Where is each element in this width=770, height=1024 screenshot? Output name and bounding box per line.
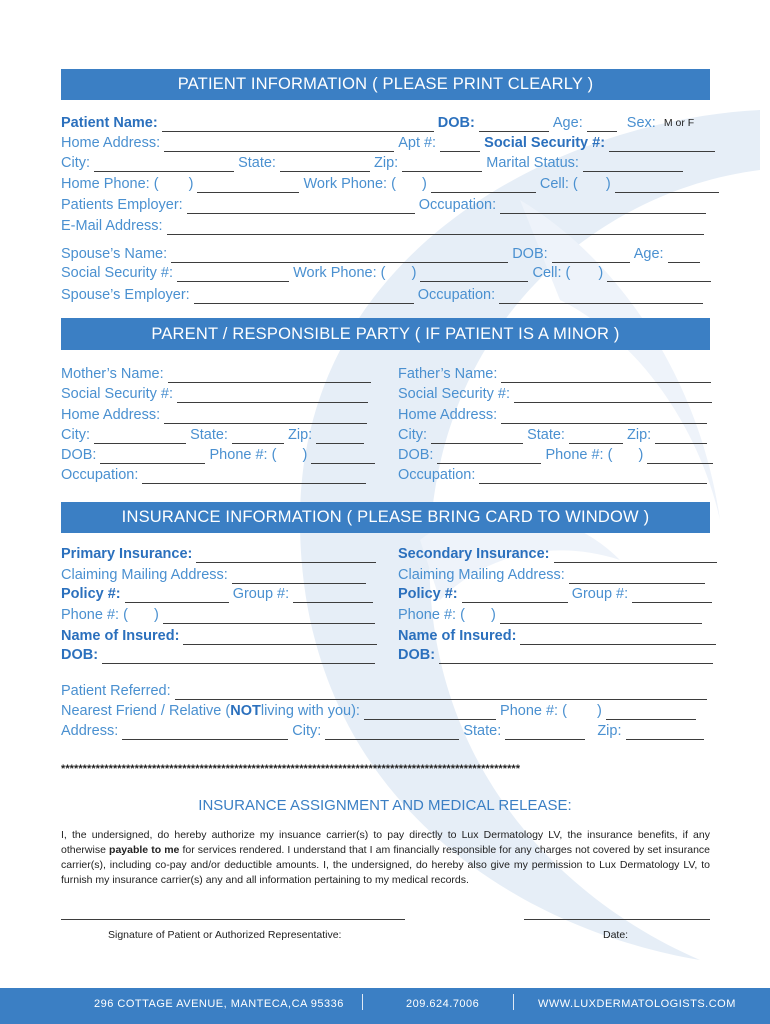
- mother-phone-paren: ): [302, 447, 308, 463]
- footer-website: WWW.LUXDERMATOLOGISTS.COM: [538, 998, 736, 1010]
- date-line[interactable]: [524, 918, 710, 920]
- secondary-policy-row: [398, 585, 712, 603]
- marital-field[interactable]: [583, 159, 683, 172]
- state-label: State:: [238, 155, 276, 171]
- ssn-label: Social Security #:: [484, 135, 606, 151]
- friend-address-row: [61, 722, 704, 740]
- mother-address-field[interactable]: [164, 411, 367, 424]
- father-dob-label: DOB:: [398, 447, 434, 463]
- primary-insurance-row: [61, 545, 376, 563]
- primary-insured-field[interactable]: [183, 632, 377, 645]
- dob-field[interactable]: [479, 119, 549, 132]
- friend-address-label: Address:: [61, 723, 119, 739]
- home-phone-paren: ): [188, 176, 194, 192]
- spouse-cell-paren: ): [598, 265, 604, 281]
- spouse-occupation-label: Occupation:: [417, 287, 496, 303]
- spouse-dob-field[interactable]: [552, 250, 630, 263]
- mother-city-label: City:: [61, 427, 90, 443]
- primary-claim-field[interactable]: [232, 571, 366, 584]
- city-row: [61, 154, 683, 172]
- asterisk-divider: **********************************************************************************************************: [61, 763, 521, 775]
- spouse-name-field[interactable]: [171, 250, 508, 263]
- father-city-row: [398, 426, 707, 444]
- mother-city-field[interactable]: [94, 431, 186, 444]
- father-name-row: [398, 365, 711, 383]
- work-phone-paren: ): [421, 176, 427, 192]
- secondary-insured-field[interactable]: [520, 632, 716, 645]
- primary-insured-row: [61, 627, 377, 645]
- friend-zip-label: Zip:: [597, 723, 622, 739]
- secondary-claim-row: [398, 566, 705, 584]
- release-text-a: I, the undersigned, do hereby authorize my insuance carrier(s) to pay directly to Lux Dermatology LV, the insurance benefits, if any otherwise: [61, 829, 710, 856]
- work-phone-field[interactable]: [431, 180, 536, 193]
- secondary-insured-label: Name of Insured:: [398, 628, 517, 644]
- patient-name-row: [61, 114, 694, 132]
- apt-field[interactable]: [440, 139, 480, 152]
- home-address-field[interactable]: [164, 139, 394, 152]
- mother-ssn-row: [61, 385, 368, 403]
- father-state-field[interactable]: [569, 431, 623, 444]
- patient-section-header: PATIENT INFORMATION ( PLEASE PRINT CLEARLY ): [61, 69, 710, 100]
- patient-name-label: Patient Name:: [61, 115, 158, 131]
- mother-city-row: [61, 426, 364, 444]
- father-occupation-field[interactable]: [479, 471, 707, 484]
- friend-address-field[interactable]: [122, 727, 288, 740]
- referred-field[interactable]: [175, 687, 707, 700]
- friend-state-field[interactable]: [505, 727, 585, 740]
- father-ssn-field[interactable]: [514, 390, 712, 403]
- mother-state-label: State:: [190, 427, 228, 443]
- spouse-name-label: Spouse’s Name:: [61, 246, 168, 262]
- email-field[interactable]: [167, 222, 704, 235]
- sex-label: Sex:: [626, 115, 656, 131]
- mother-phone-label: Phone #: (: [209, 447, 277, 463]
- release-text-b: for services rendered. I understand that I am financially responsible for any charges not covered by set insurance carrier(s), including co-pay and/or deductible amounts. I, the undersigned, do hereby also give my permission to Lux Dermatology LV, to furnish my insurance carrier(s) any and all information pertaining to my medical records.: [61, 844, 710, 886]
- friend-not-label: NOT: [230, 703, 261, 719]
- primary-insurance-field[interactable]: [196, 550, 376, 563]
- spouse-name-row: [61, 245, 700, 263]
- secondary-policy-label: Policy #:: [398, 586, 458, 602]
- spouse-age-label: Age:: [633, 246, 664, 262]
- spouse-dob-label: DOB:: [512, 246, 548, 262]
- state-field[interactable]: [280, 159, 370, 172]
- primary-dob-label: DOB:: [61, 647, 99, 663]
- father-phone-paren: ): [638, 447, 644, 463]
- primary-policy-row: [61, 585, 373, 603]
- friend-label-end: living with you):: [260, 703, 360, 719]
- father-name-label: Father’s Name:: [398, 366, 498, 382]
- employer-row: [61, 196, 706, 214]
- secondary-phone-row: [398, 606, 702, 624]
- primary-claim-label: Claiming Mailing Address:: [61, 567, 228, 583]
- mother-occupation-field[interactable]: [142, 471, 366, 484]
- spouse-employer-label: Spouse’s Employer:: [61, 287, 190, 303]
- spouse-employer-row: [61, 286, 703, 304]
- secondary-dob-label: DOB:: [398, 647, 436, 663]
- father-address-row: [398, 406, 707, 424]
- father-address-field[interactable]: [501, 411, 707, 424]
- mother-address-label: Home Address:: [61, 407, 161, 423]
- spouse-ssn-row: [61, 264, 711, 282]
- patient-name-field[interactable]: [162, 119, 434, 132]
- release-text-bold: payable to me: [109, 844, 180, 856]
- father-zip-label: Zip:: [627, 427, 652, 443]
- mother-zip-field[interactable]: [316, 431, 364, 444]
- primary-dob-field[interactable]: [102, 651, 375, 664]
- secondary-phone-label: Phone #: (: [398, 607, 465, 623]
- friend-phone-field[interactable]: [606, 707, 696, 720]
- secondary-insurance-row: [398, 545, 717, 563]
- friend-field[interactable]: [364, 707, 496, 720]
- employer-field[interactable]: [187, 201, 415, 214]
- secondary-insurance-label: Secondary Insurance:: [398, 546, 550, 562]
- spouse-cell-field[interactable]: [607, 269, 711, 282]
- email-label: E-Mail Address:: [61, 218, 163, 234]
- spouse-occupation-field[interactable]: [499, 291, 703, 304]
- referred-label: Patient Referred:: [61, 683, 171, 699]
- mother-zip-label: Zip:: [288, 427, 313, 443]
- date-label: Date:: [603, 929, 629, 941]
- mother-occupation-row: [61, 466, 366, 484]
- age-label: Age:: [552, 115, 583, 131]
- dob-label: DOB:: [437, 115, 475, 131]
- spouse-work-phone-label: Work Phone: (: [293, 265, 386, 281]
- referred-row: [61, 682, 707, 700]
- father-phone-label: Phone #: (: [545, 447, 613, 463]
- spouse-cell-label: Cell: (: [532, 265, 571, 281]
- parent-section-header: PARENT / RESPONSIBLE PARTY ( IF PATIENT IS A MINOR ): [61, 318, 710, 350]
- father-city-label: City:: [398, 427, 427, 443]
- father-address-label: Home Address:: [398, 407, 498, 423]
- primary-dob-row: [61, 646, 375, 664]
- spouse-work-phone-field[interactable]: [420, 269, 528, 282]
- insurance-section-header: INSURANCE INFORMATION ( PLEASE BRING CARD TO WINDOW ): [61, 502, 710, 533]
- phone-row: [61, 175, 719, 193]
- father-name-field[interactable]: [501, 370, 711, 383]
- mother-name-field[interactable]: [168, 370, 371, 383]
- primary-insured-label: Name of Insured:: [61, 628, 180, 644]
- mother-state-field[interactable]: [232, 431, 284, 444]
- cell-field[interactable]: [615, 180, 719, 193]
- friend-phone-paren: ): [597, 703, 602, 719]
- ssn-field[interactable]: [609, 139, 715, 152]
- friend-label: Nearest Friend / Relative (: [61, 703, 231, 719]
- primary-phone-field[interactable]: [163, 611, 375, 624]
- employer-label: Patients Employer:: [61, 197, 183, 213]
- marital-label: Marital Status:: [486, 155, 579, 171]
- mother-ssn-field[interactable]: [177, 390, 368, 403]
- age-field[interactable]: [587, 119, 617, 132]
- secondary-policy-field[interactable]: [462, 590, 568, 603]
- email-row: [61, 217, 704, 235]
- footer-address: 296 COTTAGE AVENUE, MANTECA,CA 95336: [94, 998, 344, 1010]
- friend-phone-label: Phone #: (: [500, 703, 567, 719]
- secondary-insured-row: [398, 627, 716, 645]
- zip-field[interactable]: [402, 159, 482, 172]
- secondary-insurance-field[interactable]: [554, 550, 717, 563]
- secondary-phone-paren: ): [490, 607, 496, 623]
- primary-phone-label: Phone #: (: [61, 607, 128, 623]
- secondary-group-field[interactable]: [632, 590, 712, 603]
- father-phone-field[interactable]: [647, 451, 713, 464]
- mother-phone-field[interactable]: [311, 451, 375, 464]
- footer-bar: [0, 988, 770, 1024]
- work-phone-label: Work Phone: (: [303, 176, 396, 192]
- release-title: INSURANCE ASSIGNMENT AND MEDICAL RELEASE:: [198, 797, 572, 814]
- mother-dob-row: [61, 446, 375, 464]
- spouse-age-field[interactable]: [668, 250, 700, 263]
- home-phone-label: Home Phone: (: [61, 176, 159, 192]
- father-occupation-label: Occupation:: [398, 467, 476, 483]
- secondary-phone-field[interactable]: [500, 611, 702, 624]
- father-city-field[interactable]: [431, 431, 523, 444]
- mother-dob-field[interactable]: [100, 451, 205, 464]
- zip-label: Zip:: [374, 155, 399, 171]
- spouse-ssn-field[interactable]: [177, 269, 289, 282]
- home-address-label: Home Address:: [61, 135, 161, 151]
- friend-city-label: City:: [292, 723, 322, 739]
- release-text: [61, 828, 710, 888]
- home-phone-field[interactable]: [197, 180, 299, 193]
- footer-separator: [513, 994, 514, 1010]
- primary-group-field[interactable]: [293, 590, 373, 603]
- primary-policy-label: Policy #:: [61, 586, 121, 602]
- primary-phone-row: [61, 606, 375, 624]
- mother-occupation-label: Occupation:: [61, 467, 139, 483]
- footer-separator: [362, 994, 363, 1010]
- secondary-dob-row: [398, 646, 713, 664]
- father-dob-field[interactable]: [437, 451, 541, 464]
- secondary-claim-field[interactable]: [569, 571, 705, 584]
- secondary-claim-label: Claiming Mailing Address:: [398, 567, 565, 583]
- friend-row: [61, 702, 696, 720]
- signature-label: Signature of Patient or Authorized Representative:: [108, 929, 342, 941]
- spouse-work-phone-paren: ): [411, 265, 417, 281]
- friend-zip-field[interactable]: [626, 727, 704, 740]
- mother-ssn-label: Social Security #:: [61, 386, 174, 402]
- friend-city-field[interactable]: [325, 727, 459, 740]
- occupation-label: Occupation:: [418, 197, 497, 213]
- primary-phone-paren: ): [153, 607, 159, 623]
- father-occupation-row: [398, 466, 707, 484]
- secondary-group-label: Group #:: [571, 586, 629, 602]
- primary-policy-field[interactable]: [125, 590, 229, 603]
- cell-label: Cell: (: [539, 176, 578, 192]
- mother-name-row: [61, 365, 371, 383]
- sex-options[interactable]: M or F: [663, 117, 695, 129]
- mother-name-label: Mother’s Name:: [61, 366, 164, 382]
- footer-phone: 209.624.7006: [406, 998, 480, 1010]
- secondary-dob-field[interactable]: [439, 651, 713, 664]
- city-field[interactable]: [94, 159, 234, 172]
- father-state-label: State:: [527, 427, 565, 443]
- home-address-row: [61, 134, 715, 152]
- mother-address-row: [61, 406, 367, 424]
- father-dob-row: [398, 446, 713, 464]
- father-zip-field[interactable]: [655, 431, 707, 444]
- cell-paren: ): [605, 176, 611, 192]
- mother-dob-label: DOB:: [61, 447, 97, 463]
- primary-group-label: Group #:: [232, 586, 290, 602]
- city-label: City:: [61, 155, 90, 171]
- father-ssn-label: Social Security #:: [398, 386, 511, 402]
- signature-line[interactable]: [61, 918, 405, 920]
- occupation-field[interactable]: [500, 201, 706, 214]
- father-ssn-row: [398, 385, 712, 403]
- primary-insurance-label: Primary Insurance:: [61, 546, 193, 562]
- spouse-ssn-label: Social Security #:: [61, 265, 174, 281]
- apt-label: Apt #:: [398, 135, 437, 151]
- primary-claim-row: [61, 566, 366, 584]
- spouse-employer-field[interactable]: [194, 291, 414, 304]
- friend-state-label: State:: [463, 723, 502, 739]
